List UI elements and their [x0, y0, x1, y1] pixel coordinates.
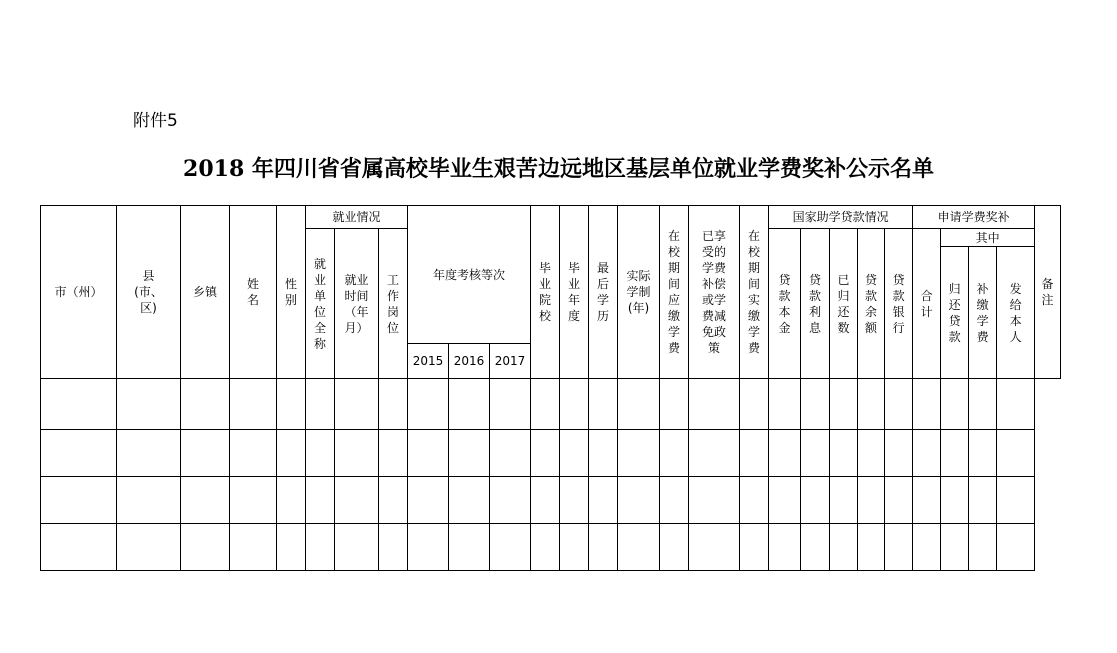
table-cell	[660, 430, 689, 477]
table-cell	[913, 430, 941, 477]
table-cell	[660, 379, 689, 430]
table-cell	[408, 379, 449, 430]
header-year-2015: 2015	[408, 344, 449, 379]
table-cell	[997, 524, 1035, 571]
header-repaid-text: 已归还数	[837, 272, 850, 335]
header-county	[117, 206, 181, 379]
table-cell	[117, 477, 181, 524]
table-cell	[689, 524, 740, 571]
header-loan-bank-text: 贷款银行	[892, 272, 905, 335]
table-cell	[277, 524, 306, 571]
table-cell	[997, 430, 1035, 477]
table-cell	[490, 379, 531, 430]
header-loan-balance-text: 贷款余额	[865, 272, 878, 335]
table-cell	[41, 379, 117, 430]
table-row	[41, 477, 1061, 524]
header-job-position	[379, 229, 408, 379]
table-cell	[335, 379, 379, 430]
table-cell	[408, 524, 449, 571]
table-cell	[306, 379, 335, 430]
table-cell	[830, 524, 858, 571]
table-cell	[858, 430, 885, 477]
table-cell	[801, 524, 830, 571]
header-town: 乡镇	[181, 206, 230, 379]
header-employment-group: 就业情况	[306, 206, 408, 229]
header-loan-group: 国家助学贷款情况	[769, 206, 913, 229]
table-cell	[490, 430, 531, 477]
table-cell	[379, 379, 408, 430]
table-cell	[941, 379, 969, 430]
table-cell	[885, 379, 913, 430]
table-cell	[117, 379, 181, 430]
header-subsidy-group: 申请学费奖补	[913, 206, 1035, 229]
table-cell	[858, 477, 885, 524]
data-rows	[41, 379, 1061, 571]
table-cell	[306, 430, 335, 477]
table-cell	[531, 430, 560, 477]
table-row	[41, 430, 1061, 477]
table-cell	[801, 477, 830, 524]
table-cell	[181, 524, 230, 571]
header-graduate-school	[531, 206, 560, 379]
table-cell	[618, 477, 660, 524]
table-cell	[306, 477, 335, 524]
table-cell	[885, 524, 913, 571]
table-cell	[277, 379, 306, 430]
table-cell	[379, 477, 408, 524]
header-tuition-due-text: 在校期间应缴学费	[668, 229, 681, 355]
table-cell	[230, 477, 277, 524]
header-enjoyed-policy	[689, 206, 740, 379]
table-cell	[740, 477, 769, 524]
table-cell	[913, 524, 941, 571]
table-cell	[41, 430, 117, 477]
table-cell	[740, 430, 769, 477]
header-employer-full-name-text: 就业单位全称	[313, 256, 326, 351]
table-cell	[277, 430, 306, 477]
table-cell	[858, 524, 885, 571]
table-cell	[589, 477, 618, 524]
table-cell	[913, 379, 941, 430]
header-loan-interest	[801, 229, 830, 379]
table-cell	[277, 477, 306, 524]
table-cell	[858, 379, 885, 430]
header-paid-to-person	[997, 247, 1035, 379]
table-cell	[830, 477, 858, 524]
roster-table	[40, 205, 1061, 571]
table-cell	[618, 430, 660, 477]
table-cell	[560, 477, 589, 524]
table-cell	[913, 477, 941, 524]
table-cell	[941, 477, 969, 524]
header-graduation-year	[560, 206, 589, 379]
table-cell	[885, 430, 913, 477]
header-repay-loan-text: 归还贷款	[948, 281, 961, 344]
table-cell	[801, 430, 830, 477]
header-highest-degree	[589, 206, 618, 379]
table-cell	[997, 477, 1035, 524]
table-cell	[997, 379, 1035, 430]
table-cell	[740, 379, 769, 430]
header-total	[913, 229, 941, 379]
table-cell	[830, 430, 858, 477]
table-cell	[449, 430, 490, 477]
table-cell	[181, 477, 230, 524]
header-loan-principal	[769, 229, 801, 379]
table-cell	[531, 379, 560, 430]
header-of-which: 其中	[941, 229, 1035, 247]
table-cell	[689, 477, 740, 524]
header-name-text: 姓名	[246, 277, 259, 307]
table-cell	[589, 430, 618, 477]
header-tuition-compensation-text: 补缴学费	[976, 281, 989, 344]
header-graduate-school-text: 毕业院校	[539, 261, 552, 323]
table-cell	[379, 524, 408, 571]
header-county-text: 县(市、区)	[134, 269, 163, 315]
header-city: 市（州）	[41, 206, 117, 379]
header-enjoyed-policy-text: 已享受的学费补偿或学费减免政策	[702, 229, 727, 355]
table-cell	[306, 524, 335, 571]
table-cell	[408, 430, 449, 477]
table-cell	[689, 379, 740, 430]
table-cell	[830, 379, 858, 430]
table-cell	[969, 379, 997, 430]
header-tuition-due	[660, 206, 689, 379]
table-cell	[449, 524, 490, 571]
header-repay-loan	[941, 247, 969, 379]
table-cell	[740, 524, 769, 571]
table-cell	[660, 524, 689, 571]
header-tuition-compensation	[969, 247, 997, 379]
table-cell	[408, 477, 449, 524]
table-cell	[560, 430, 589, 477]
table-cell	[560, 379, 589, 430]
table-cell	[449, 379, 490, 430]
table-cell	[689, 430, 740, 477]
header-employment-time	[335, 229, 379, 379]
page-title: 2018 年四川省省属高校毕业生艰苦边远地区基层单位就业学费奖补公示名单	[183, 156, 934, 182]
table-cell	[769, 379, 801, 430]
table-cell	[41, 524, 117, 571]
table-cell	[969, 524, 997, 571]
header-gender-text: 性别	[284, 277, 297, 307]
attachment-label: 附件5	[133, 111, 178, 131]
table-cell	[885, 477, 913, 524]
table-cell	[181, 379, 230, 430]
header-paid-to-person-text: 发给本人	[1009, 281, 1022, 344]
header-loan-interest-text: 贷款利息	[809, 272, 822, 335]
table-cell	[449, 477, 490, 524]
table-cell	[969, 430, 997, 477]
table-cell	[660, 477, 689, 524]
header-graduation-year-text: 毕业年度	[568, 261, 581, 323]
header-repaid	[830, 229, 858, 379]
header-loan-balance	[858, 229, 885, 379]
table-cell	[379, 430, 408, 477]
table-cell	[618, 524, 660, 571]
table-cell	[589, 379, 618, 430]
header-loan-principal-text: 贷款本金	[778, 272, 791, 335]
header-tuition-paid	[740, 206, 769, 379]
header-year-2016: 2016	[449, 344, 490, 379]
table-cell	[41, 477, 117, 524]
table-cell	[941, 430, 969, 477]
table-cell	[941, 524, 969, 571]
table-cell	[230, 524, 277, 571]
table-cell	[117, 430, 181, 477]
table-cell	[181, 430, 230, 477]
header-actual-duration	[618, 206, 660, 379]
header-total-text: 合计	[920, 288, 933, 319]
header-highest-degree-text: 最后学历	[597, 261, 610, 323]
table-cell	[769, 430, 801, 477]
table-cell	[769, 477, 801, 524]
table-cell	[801, 379, 830, 430]
table-row	[41, 379, 1061, 430]
table-cell	[531, 477, 560, 524]
table-cell	[589, 524, 618, 571]
table-cell	[618, 379, 660, 430]
header-annual-assessment: 年度考核等次	[408, 206, 531, 344]
header-loan-bank	[885, 229, 913, 379]
table-cell	[335, 477, 379, 524]
header-actual-duration-text: 实际学制(年)	[626, 269, 651, 315]
header-name	[230, 206, 277, 379]
header-employer-full-name	[306, 229, 335, 379]
header-year-2017: 2017	[490, 344, 531, 379]
header-remarks	[1035, 206, 1061, 379]
table-cell	[531, 524, 560, 571]
table-cell	[969, 477, 997, 524]
header-job-position-text: 工作岗位	[387, 272, 400, 335]
header-tuition-paid-text: 在校期间实缴学费	[748, 229, 761, 355]
table-cell	[490, 524, 531, 571]
table-cell	[230, 430, 277, 477]
table-cell	[490, 477, 531, 524]
table-cell	[117, 524, 181, 571]
table-cell	[560, 524, 589, 571]
table-cell	[769, 524, 801, 571]
header-employment-time-text: 就业时间（年月）	[344, 272, 369, 335]
header-remarks-text: 备注	[1041, 277, 1054, 307]
table-cell	[335, 430, 379, 477]
table-row	[41, 524, 1061, 571]
table-cell	[230, 379, 277, 430]
table-cell	[335, 524, 379, 571]
header-gender	[277, 206, 306, 379]
